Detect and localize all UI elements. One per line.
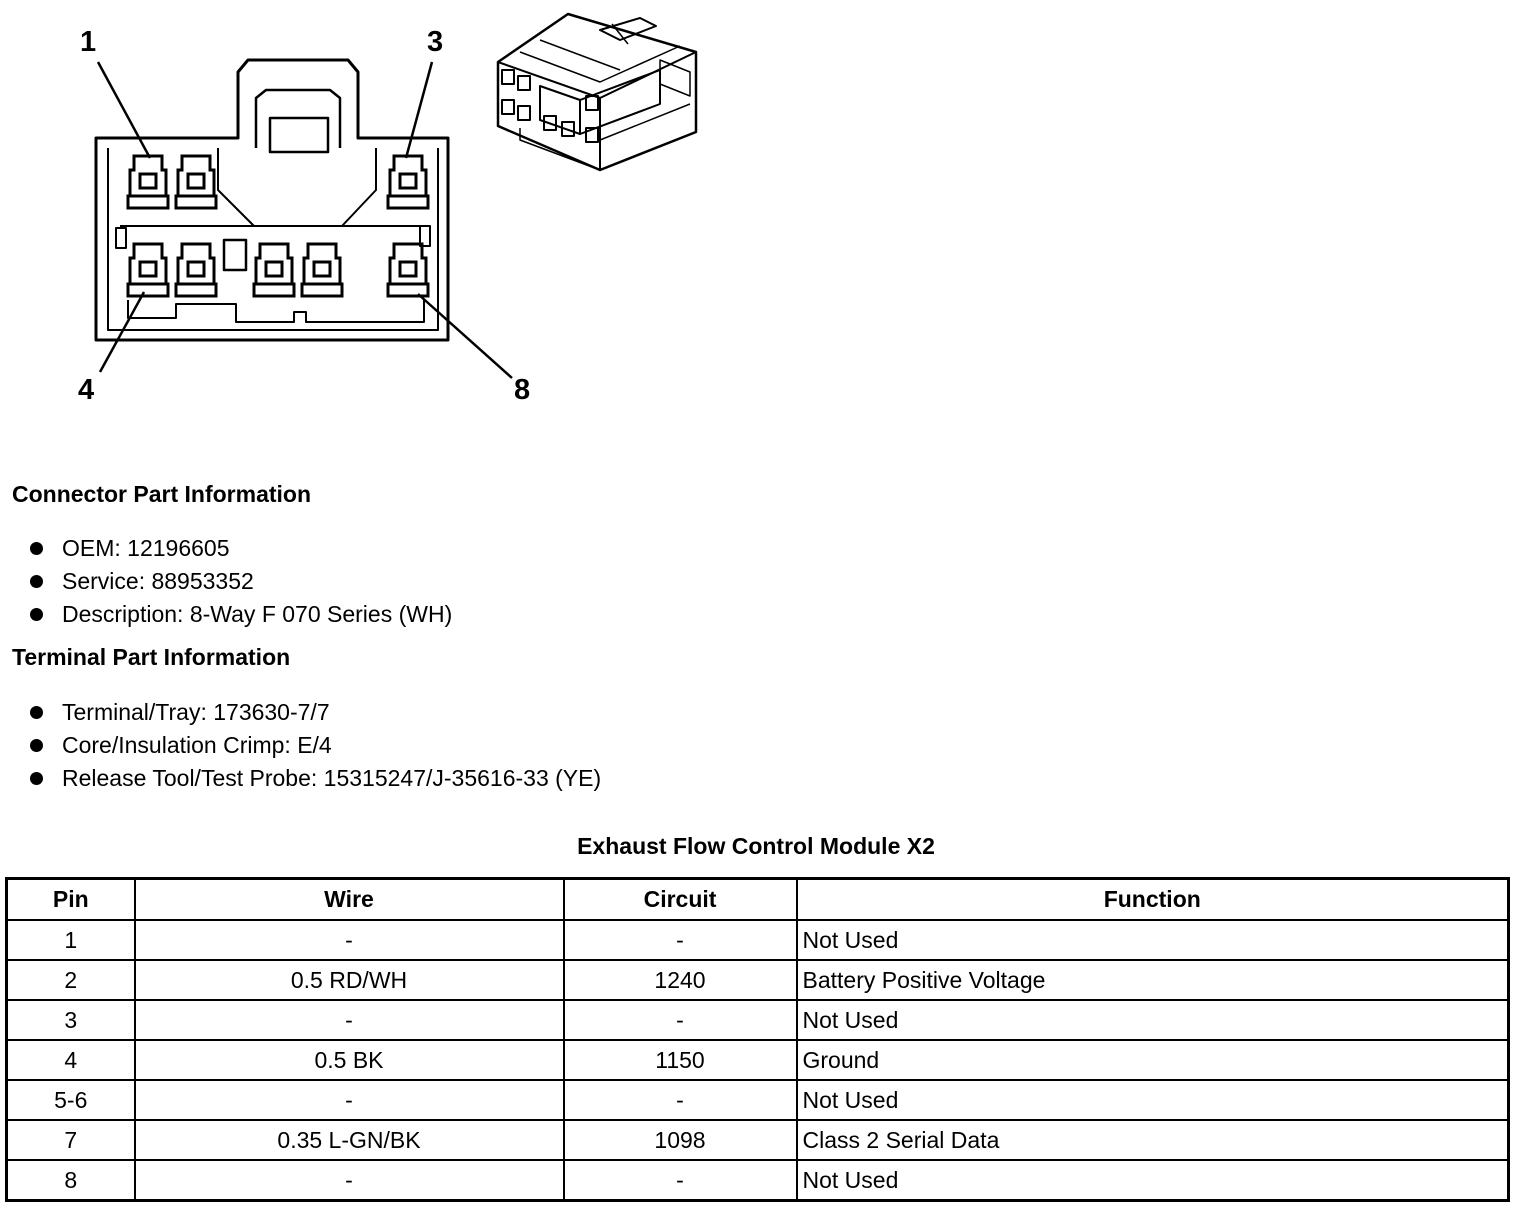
list-item-text: OEM: 12196605: [62, 535, 230, 561]
cell-pin: 2: [7, 960, 135, 1000]
table-row: [7, 1080, 1509, 1120]
cell-circuit: 1098: [564, 1120, 797, 1160]
bottom-key: [128, 300, 424, 322]
latch-ramp-right: [342, 148, 376, 226]
cell-circuit: -: [564, 1080, 797, 1120]
cell-circuit: 1240: [564, 960, 797, 1000]
cell-circuit: -: [564, 1160, 797, 1201]
pin-callout-4: 4: [78, 374, 95, 406]
cell-wire: 0.5 BK: [135, 1040, 564, 1080]
list-item-text: Terminal/Tray: 173630-7/7: [62, 699, 330, 725]
bullet-icon: [30, 542, 43, 555]
connector-diagram: [0, 0, 760, 440]
cell-wire: -: [135, 1000, 564, 1040]
table-row: [7, 1120, 1509, 1160]
leader-line-8: [418, 294, 512, 378]
terminal-part-list: [30, 696, 601, 795]
cell-function: Not Used: [797, 920, 1509, 960]
cell-pin: 7: [7, 1120, 135, 1160]
cell-pin: 1: [7, 920, 135, 960]
table-row: [7, 920, 1509, 960]
cavity-1: [128, 156, 168, 208]
cell-function: Battery Positive Voltage: [797, 960, 1509, 1000]
cell-function: Not Used: [797, 1160, 1509, 1201]
column-header-wire: Wire: [135, 879, 564, 921]
leader-line-1: [98, 62, 150, 158]
bullet-icon: [30, 739, 43, 752]
cell-pin: 8: [7, 1160, 135, 1201]
cell-pin: 5-6: [7, 1080, 135, 1120]
latch-ramp-left: [218, 148, 254, 226]
center-key: [224, 240, 246, 270]
cavity-8: [388, 244, 428, 296]
cell-circuit: 1150: [564, 1040, 797, 1080]
connector-part-list: [30, 532, 452, 631]
table-row: [7, 1160, 1509, 1201]
latch-window: [270, 118, 328, 152]
cell-function: Not Used: [797, 1080, 1509, 1120]
list-item: [30, 598, 452, 631]
bullet-icon: [30, 772, 43, 785]
list-item: [30, 762, 601, 795]
cavity-4: [128, 244, 168, 296]
cell-pin: 3: [7, 1000, 135, 1040]
cell-wire: -: [135, 1160, 564, 1201]
list-item-text: Service: 88953352: [62, 568, 254, 594]
cavity-7: [302, 244, 342, 296]
bullet-icon: [30, 575, 43, 588]
list-item: [30, 729, 601, 762]
cell-function: Class 2 Serial Data: [797, 1120, 1509, 1160]
pin-callout-1: 1: [80, 26, 97, 58]
cell-wire: 0.35 L-GN/BK: [135, 1120, 564, 1160]
connector-part-heading: Connector Part Information: [12, 481, 312, 507]
cell-wire: -: [135, 920, 564, 960]
cell-circuit: -: [564, 920, 797, 960]
list-item-text: Description: 8-Way F 070 Series (WH): [62, 601, 453, 627]
cell-function: Not Used: [797, 1000, 1509, 1040]
cavity-2: [176, 156, 216, 208]
pin-callout-3: 3: [427, 26, 444, 58]
cell-wire: -: [135, 1080, 564, 1120]
column-header-pin: Pin: [7, 879, 135, 921]
connector-housing-outline: [96, 60, 448, 340]
leader-line-3: [406, 62, 432, 158]
pin-callout-8: 8: [514, 374, 531, 406]
cell-function: Ground: [797, 1040, 1509, 1080]
table-header-row: [7, 879, 1509, 921]
table-row: [7, 1040, 1509, 1080]
table-title: Exhaust Flow Control Module X2: [577, 833, 935, 859]
list-item: [30, 565, 452, 598]
cavity-3: [388, 156, 428, 208]
list-item: [30, 532, 452, 565]
bullet-icon: [30, 608, 43, 621]
cell-wire: 0.5 RD/WH: [135, 960, 564, 1000]
bullet-icon: [30, 706, 43, 719]
cell-pin: 4: [7, 1040, 135, 1080]
cell-circuit: -: [564, 1000, 797, 1040]
table-row: [7, 960, 1509, 1000]
list-item-text: Core/Insulation Crimp: E/4: [62, 732, 332, 758]
list-item-text: Release Tool/Test Probe: 15315247/J-35616-33 (YE): [62, 765, 602, 791]
cavity-6: [254, 244, 294, 296]
terminal-part-heading: Terminal Part Information: [12, 644, 291, 670]
leader-line-4: [100, 292, 144, 372]
list-item: [30, 696, 601, 729]
pinout-table: [5, 877, 1510, 1202]
connector-3d-view: [498, 14, 696, 170]
cavity-5: [176, 244, 216, 296]
table-row: [7, 1000, 1509, 1040]
column-header-circuit: Circuit: [564, 879, 797, 921]
column-header-function: Function: [797, 879, 1509, 921]
side-key-left: [116, 228, 126, 248]
